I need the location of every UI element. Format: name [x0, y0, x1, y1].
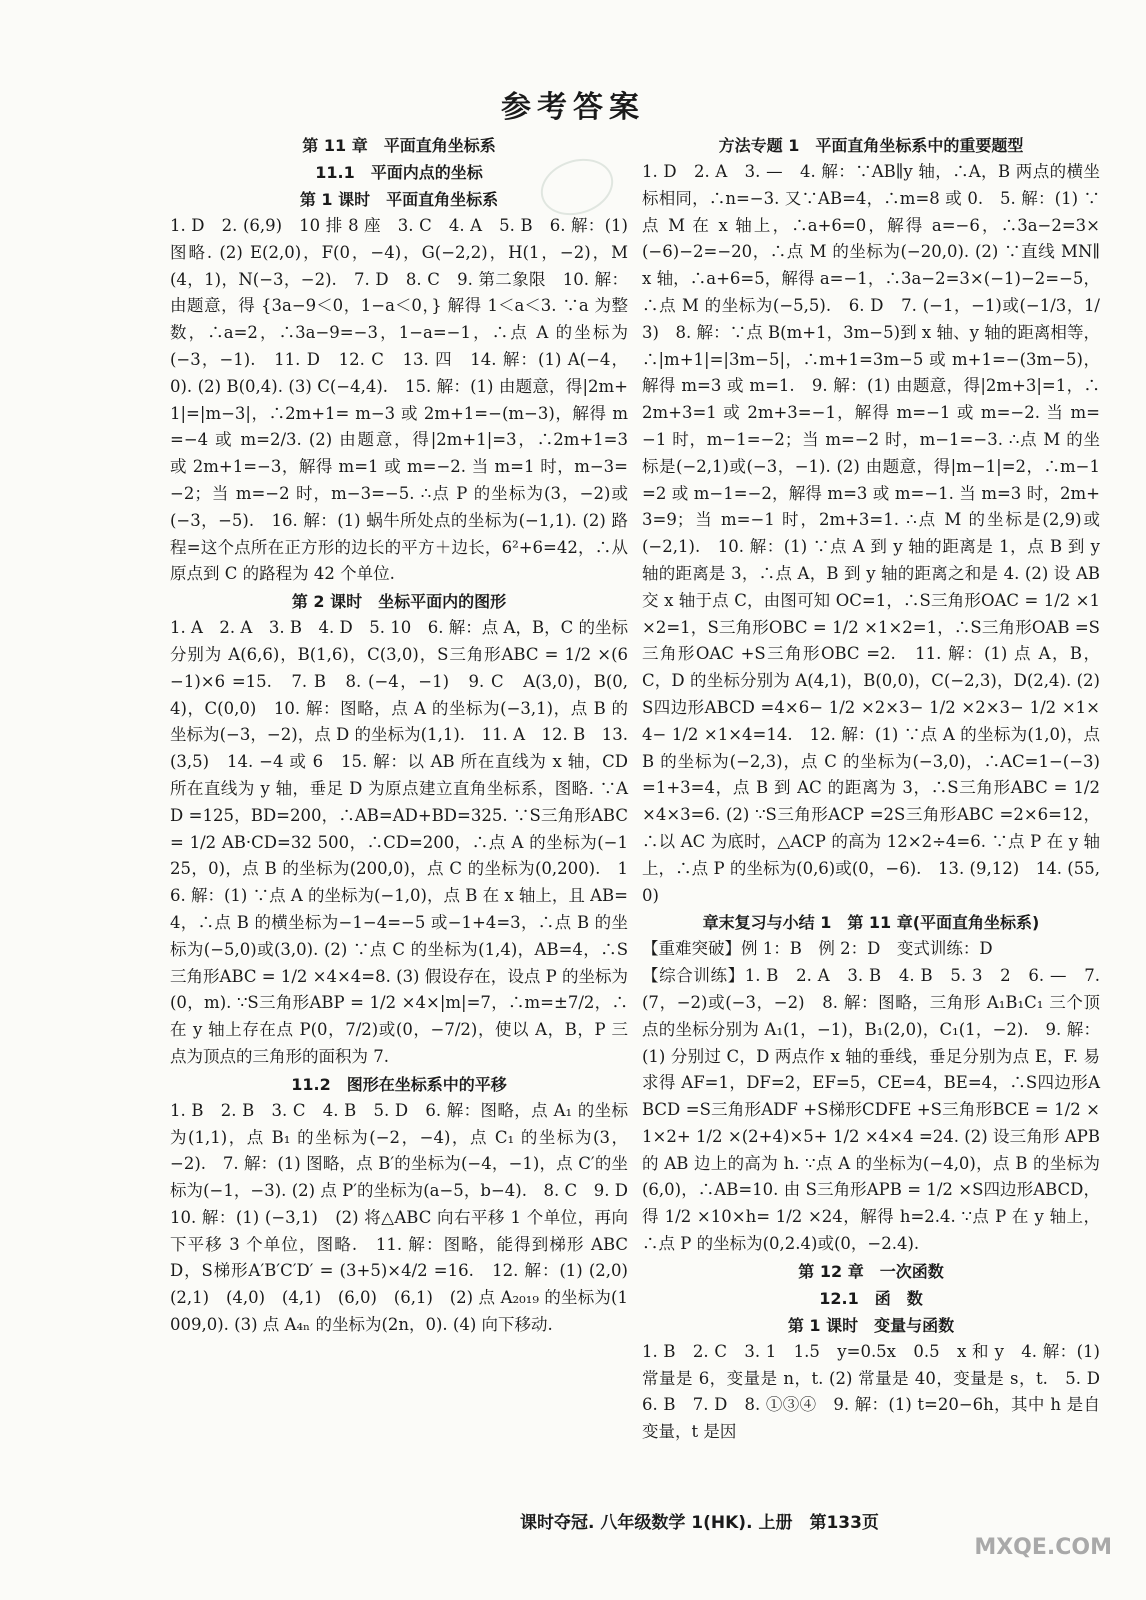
answer-paragraph: 1. B 2. B 3. C 4. B 5. D 6. 解：图略，点 A₁ 的坐标为(1,1)，点 B₁ 的坐标为(−2，−4)，点 C₁ 的坐标为(3，−2). 7. 解：(1) 图略，点 B′的坐标为(−4，−1)，点 C′的坐标为(−1，−3). (2) 点 P′的坐标为(a−5，b−4). 8. C 9. D 10. 解：(1) (−3,1) (2) 将△ABC 向右平移 1 个单位，再向下平移 3 个单位，图略. 11. 解：图略，能得到梯形 ABCD，S梯形A′B′C′D′ = (3+5)×4/2 =16. 12. 解：(1) (2,0) (2,1) (4,0) (4,1) (6,0) (6,1) (2) 点 A₂₀₁₉ 的坐标为(1009,0). (3) 点 A₄ₙ 的坐标为(2n，0). (4) 向下移动. [170, 1100, 645, 1335]
section-heading: 12.1 函 数 [819, 1288, 923, 1308]
section-heading: 11.2 图形在坐标系中的平移 [291, 1074, 507, 1094]
section-heading: 第 12 章 一次函数 [798, 1261, 944, 1281]
answer-column-left [170, 132, 645, 1339]
watermark: MXQE.COM [974, 1535, 1112, 1560]
section-heading: 第 1 课时 平面直角坐标系 [299, 190, 499, 209]
page-footer: 课时夺冠. 八年级数学 1(HK). 上册 第133页 [520, 1513, 879, 1533]
answer-paragraph: 【综合训练】1. B 2. A 3. B 4. B 5. 3 2 6. — 7. (7，−2)或(−3，−2) 8. 解：图略，三角形 A₁B₁C₁ 三个顶点的坐标分别为 A₁(1，−1)，B₁(2,0)，C₁(1，−2). 9. 解：(1) 分别过 C，D 两点作 x 轴的垂线，垂足分别为点 E，F. 易求得 AF=1，DF=2，EF=5，CE=4，BE=4，∴S四边形ABCD =S三角形ADF +S梯形CDFE +S三角形BCE = 1/2 ×1×2+ 1/2 ×(2+4)×5+ 1/2 ×4×4 =24. (2) 设三角形 APB 的 AB 边上的高为 h. ∵点 A 的坐标为(−4,0)，点 B 的坐标为(6,0)，∴AB=10. 由 S三角形APB = 1/2 ×S四边形ABCD，得 1/2 ×10×h= 1/2 ×24，解得 h=2.4. ∵点 P 在 y 轴上，∴点 P 的坐标为(0,2.4)或(0，−2.4). [642, 966, 1100, 1254]
page-title: 参考答案 [501, 90, 645, 125]
section-heading: 11.1 平面内点的坐标 [315, 163, 483, 182]
answer-paragraph: 1. B 2. C 3. 1 1.5 y=0.5x 0.5 x 和 y 4. 解：(1) 常量是 6，变量是 n，t. (2) 常量是 40，变量是 s，t. 5. D 6. B 7. D 8. ①③④ 9. 解：(1) t=20−6h，其中 h 是自变量，t 是因 [642, 1341, 1117, 1442]
answer-paragraph: 1. D 2. A 3. — 4. 解：∵AB∥y 轴，∴A，B 两点的横坐标相同，∴n=−3. 又∵AB=4，∴m=8 或 0. 5. 解：(1) ∵点 M 在 x 轴上，∴a+6=0，解得 a=−6，∴3a−2=3×(−6)−2=−20，∴点 M 的坐标为(−20,0). (2) ∵直线 MN∥x 轴，∴a+6=5，解得 a=−1，∴3a−2=3×(−1)−2=−5，∴点 M 的坐标为(−5,5). 6. D 7. (−1，−1)或(−1/3，1/3) 8. 解：∵点 B(m+1，3m−5)到 x 轴、y 轴的距离相等，∴|m+1|=|3m−5|，∴m+1=3m−5 或 m+1=−(3m−5)，解得 m=3 或 m=1. 9. 解：(1) 由题意，得|2m+3|=1，∴2m+3=1 或 2m+3=−1，解得 m=−1 或 m=−2. 当 m=−1 时，m−1=−2；当 m=−2 时，m−1=−3. ∴点 M 的坐标是(−2,1)或(−3，−1). (2) 由题意，得|m−1|=2，∴m−1=2 或 m−1=−2，解得 m=3 或 m=−1. 当 m=3 时，2m+3=9；当 m=−1 时，2m+3=1. ∴点 M 的坐标是(2,9)或(−2,1). 10. 解：(1) ∵点 A 到 y 轴的距离是 1，点 B 到 y 轴的距离是 3，∴点 A，B 到 y 轴的距离之和是 4. (2) 设 AB 交 x 轴于点 C，由图可知 OC=1，∴S三角形OAC = 1/2 ×1×2=1，S三角形OBC = 1/2 ×1×2=1，∴S三角形OAB =S三角形OAC +S三角形OBC =2. 11. 解：(1) 点 A，B，C，D 的坐标分别为 A(4,1)，B(0,0)，C(−2,3)，D(2,4). (2) S四边形ABCD =4×6− 1/2 ×2×3− 1/2 ×2×3− 1/2 ×1×4− 1/2 ×1×4=14. 12. 解：(1) ∵点 A 的坐标为(1,0)，点 B 的坐标为(−2,3)，点 C 的坐标为(−3,0)，∴AC=1−(−3)=1+3=4，点 B 到 AC 的距离为 3，∴S三角形ABC = 1/2 ×4×3=6. (2) ∵S三角形ACP =2S三角形ABC =2×6=12，∴以 AC 为底时，△ACP 的高为 12×2÷4=6. ∵点 P 在 y 轴上，∴点 P 的坐标为(0,6)或(0，−6). 13. (9,12) 14. (55,0) [642, 162, 1100, 905]
answer-paragraph: 1. A 2. A 3. B 4. D 5. 10 6. 解：点 A，B，C 的坐标分别为 A(6,6)，B(1,6)，C(3,0)，S三角形ABC = 1/2 ×(6−1)×6 =15. 7. B 8. (−4，−1) 9. C A(3,0)，B(0,4)，C(0,0) 10. 解：图略，点 A 的坐标为(−3,1)，点 B 的坐标为(−3，−2)，点 D 的坐标为(1,1). 11. A 12. B 13. (3,5) 14. −4 或 6 15. 解：以 AB 所在直线为 x 轴，CD 所在直线为 y 轴，垂足 D 为原点建立直角坐标系，图略. ∵AD =125，BD=200，∴AB=AD+BD=325. ∵S三角形ABC = 1/2 AB·CD=32 500，∴CD=200，∴点 A 的坐标为(−125，0)，点 B 的坐标为(200,0)，点 C 的坐标为(0,200). 16. 解：(1) ∵点 A 的坐标为(−1,0)，点 B 在 x 轴上，且 AB=4，∴点 B 的横坐标为−1−4=−5 或−1+4=3，∴点 B 的坐标为(−5,0)或(3,0). (2) ∵点 C 的坐标为(1,4)，AB=4，∴S三角形ABC = 1/2 ×4×4=8. (3) 假设存在，设点 P 的坐标为(0，m). ∵S三角形ABP = 1/2 ×4×|m|=7，∴m=±7/2，∴在 y 轴上存在点 P(0，7/2)或(0，−7/2)，使以 A，B，P 三点为顶点的三角形的面积为 7. [170, 618, 628, 1066]
section-heading: 第 1 课时 变量与函数 [787, 1315, 955, 1335]
section-heading: 章末复习与小结 1 第 11 章(平面直角坐标系) [702, 913, 1040, 933]
answer-paragraph: 1. D 2. (6,9) 10 排 8 座 3. C 4. A 5. B 6. 解：(1) 图略. (2) E(2,0)，F(0，−4)，G(−2,2)，H(1，−2)，M(4，1)，N(−3，−2). 7. D 8. C 9. 第二象限 10. 解：由题意，得 {3a−9＜0，1−a＜0，} 解得 1＜a＜3. ∵a 为整数，∴a=2，∴3a−9=−3，1−a=−1，∴点 A 的坐标为(−3，−1). 11. D 12. C 13. 四 14. 解：(1) A(−4，0). (2) B(0,4). (3) C(−4,4). 15. 解：(1) 由题意，得|2m+1|=|m−3|，∴2m+1= m−3 或 2m+1=−(m−3)，解得 m=−4 或 m=2/3. (2) 由题意，得|2m+1|=3，∴2m+1=3 或 2m+1=−3，解得 m=1 或 m=−2. 当 m=1 时，m−3=−2；当 m=−2 时，m−3=−5. ∴点 P 的坐标为(3，−2)或(−3，−5). 16. 解：(1) 蜗牛所处点的坐标为(−1,1). (2) 路程=这个点所在正方形的边长的平方＋边长，6²+6=42，∴从原点到 C 的路程为 42 个单位. [170, 216, 628, 584]
section-heading: 第 2 课时 坐标平面内的图形 [291, 592, 507, 612]
answer-paragraph: 【重难突破】例 1：B 例 2：D 变式训练：D [642, 939, 993, 959]
answer-column-right [642, 132, 1117, 1446]
section-heading: 第 11 章 平面直角坐标系 [302, 136, 496, 155]
section-heading: 方法专题 1 平面直角坐标系中的重要题型 [718, 136, 1024, 155]
